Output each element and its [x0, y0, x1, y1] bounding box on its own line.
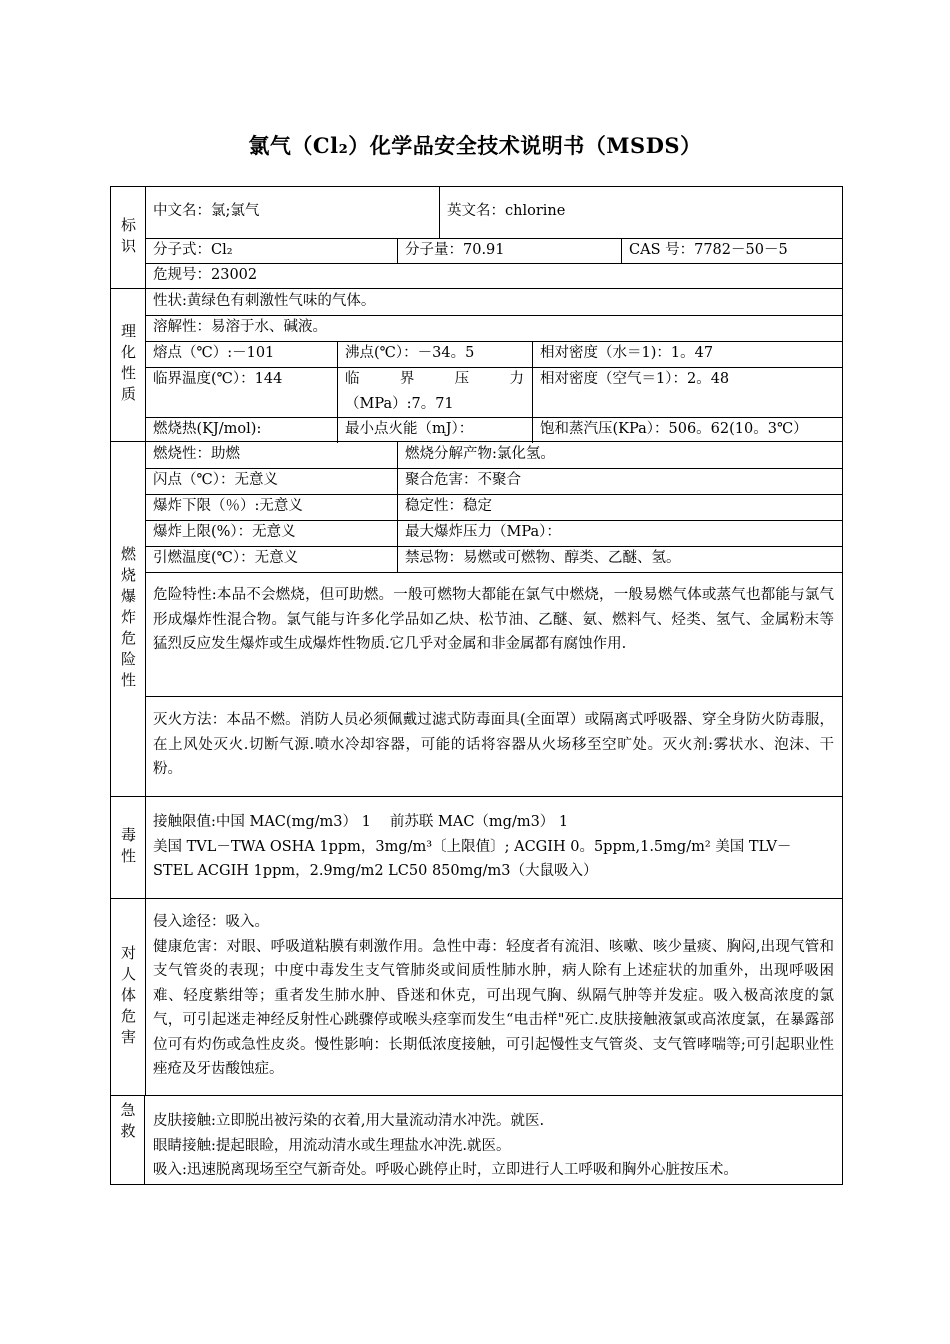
hazard-number: 危规号：23002 — [153, 267, 258, 283]
toxicity-label: 毒性 — [111, 797, 146, 898]
first-aid-label: 急救 — [111, 1096, 145, 1184]
lower-explosion-limit: 爆炸下限（％）:无意义 — [153, 498, 303, 514]
health-hazards: 健康危害：对眼、呼吸道粘膜有刺激作用。急性中毒：轻度者有流泪、咳嗽、咳少量痰、胸闷,出现气管和支气管炎的表现；中度中毒发生支气管肺炎或间质性肺水肿，病人除有上述症状的加重外，出现呼吸困难、轻度紫绀等；重者发生肺水肿、昏迷和休克，可出现气胸、纵隔气肿等并发症。吸入极高浓度的氯气，可引起迷走神经反射性心跳骤停或喉头痉挛而发生“电击样"死亡.皮肤接触液氯或高浓度氯，在暴露部位可有灼伤或急性皮炎。慢性影响：长期低浓度接触，可引起慢性支气管炎、支气管哮喘等;可引起职业性痤疮及牙齿酸蚀症。 — [153, 938, 834, 1077]
flash-point: 闪点（℃）：无意义 — [153, 472, 278, 488]
fire-section — [110, 441, 843, 797]
decomposition-products: 燃烧分解产物:氯化氢。 — [405, 446, 555, 462]
upper-explosion-limit: 爆炸上限(%）：无意义 — [153, 524, 296, 540]
incompatible-materials: 禁忌物：易燃或可燃物、醇类、乙醚、氢。 — [405, 550, 681, 566]
solubility: 溶解性：易溶于水、碱液。 — [153, 319, 327, 335]
max-explosion-pressure: 最大爆炸压力（MPa）： — [405, 524, 561, 540]
molecular-formula: 分子式：Cl₂ — [153, 242, 233, 258]
molecular-weight: 分子量：70.91 — [405, 242, 505, 258]
first-aid-section — [110, 1095, 843, 1185]
flammability: 燃烧性：助燃 — [153, 446, 240, 462]
health-section — [110, 898, 843, 1096]
critical-temperature: 临界温度(℃）：144 — [153, 371, 283, 387]
fire-label: 燃烧爆炸危险性 — [111, 442, 146, 796]
appearance: 性状:黄绿色有刺激性气味的气体。 — [153, 293, 376, 309]
boiling-point: 沸点(℃）：－34。5 — [345, 345, 475, 361]
chinese-name: 中文名：氯;氯气 — [153, 203, 260, 219]
polymerization-hazard: 聚合危害：不聚合 — [405, 472, 521, 488]
exposure-route: 侵入途径：吸入。 — [153, 914, 269, 930]
extinguishing-method: 灭火方法：本品不燃。消防人员必须佩戴过滤式防毒面具(全面罩）或隔离式呼吸器、穿全身防火防毒服，在上风处灭火.切断气源.喷水冷却容器，可能的话将容器从火场移至空旷处。灭火剂:雾状水、泡沫、干粉。 — [153, 712, 834, 777]
identification-section — [110, 186, 843, 289]
min-ignition-energy: 最小点火能（mJ）： — [345, 421, 474, 437]
health-label: 对人体危害 — [111, 899, 146, 1095]
cas-number: CAS 号：7782－50－5 — [629, 242, 788, 258]
ignition-temperature: 引燃温度(℃）：无意义 — [153, 550, 299, 566]
identification-label: 标识 — [111, 187, 146, 288]
density-water: 相对密度（水＝1)：1。47 — [540, 345, 714, 361]
stability: 稳定性：稳定 — [405, 498, 492, 514]
hazard-characteristics: 危险特性:本品不会燃烧，但可助燃。一般可燃物大都能在氯气中燃烧，一般易燃气体或蒸气也都能与氯气形成爆炸性混合物。氯气能与许多化学品如乙炔、松节油、乙醚、氨、燃料气、烃类、氢气、金属粉末等猛烈反应发生爆炸或生成爆炸性物质.它几乎对金属和非金属都有腐蚀作用. — [153, 587, 834, 652]
vapor-pressure: 饱和蒸汽压(KPa）：506。62(10。3℃） — [540, 421, 808, 437]
physical-label: 理化性质 — [111, 289, 146, 441]
physical-section — [110, 288, 843, 442]
english-name: 英文名：chlorine — [447, 203, 566, 219]
combustion-heat: 燃烧热(KJ/mol): — [153, 421, 262, 437]
toxicity-text: 接触限值:中国 MAC(mg/m3） 1 前苏联 MAC（mg/m3） 1 美国 TVL－TWA OSHA 1ppm，3mg/m³〔上限值〕; ACGIH 0。5ppm,1.5mg/m² 美国 TLV－ STEL ACGIH 1ppm，2.9mg/m2 LC50 850mg/m3（大鼠吸入） — [153, 814, 792, 879]
critical-pressure: 临 界 压 力 （MPa）:7。71 — [345, 371, 524, 412]
first-aid-text: 皮肤接触:立即脱出被污染的衣着,用大量流动清水冲洗。就医. 眼睛接触:提起眼睑，用流动清水或生理盐水冲洗.就医。 吸入:迅速脱离现场至空气新奇处。呼吸心跳停止时，立即进行人工呼吸和胸外心脏按压术。 — [153, 1113, 738, 1178]
document-title: 氯气（Cl₂）化学品安全技术说明书（MSDS） — [248, 133, 702, 158]
toxicity-section — [110, 796, 843, 899]
density-air: 相对密度（空气＝1）：2。48 — [540, 371, 730, 387]
melting-point: 熔点（℃）:－101 — [153, 345, 275, 361]
